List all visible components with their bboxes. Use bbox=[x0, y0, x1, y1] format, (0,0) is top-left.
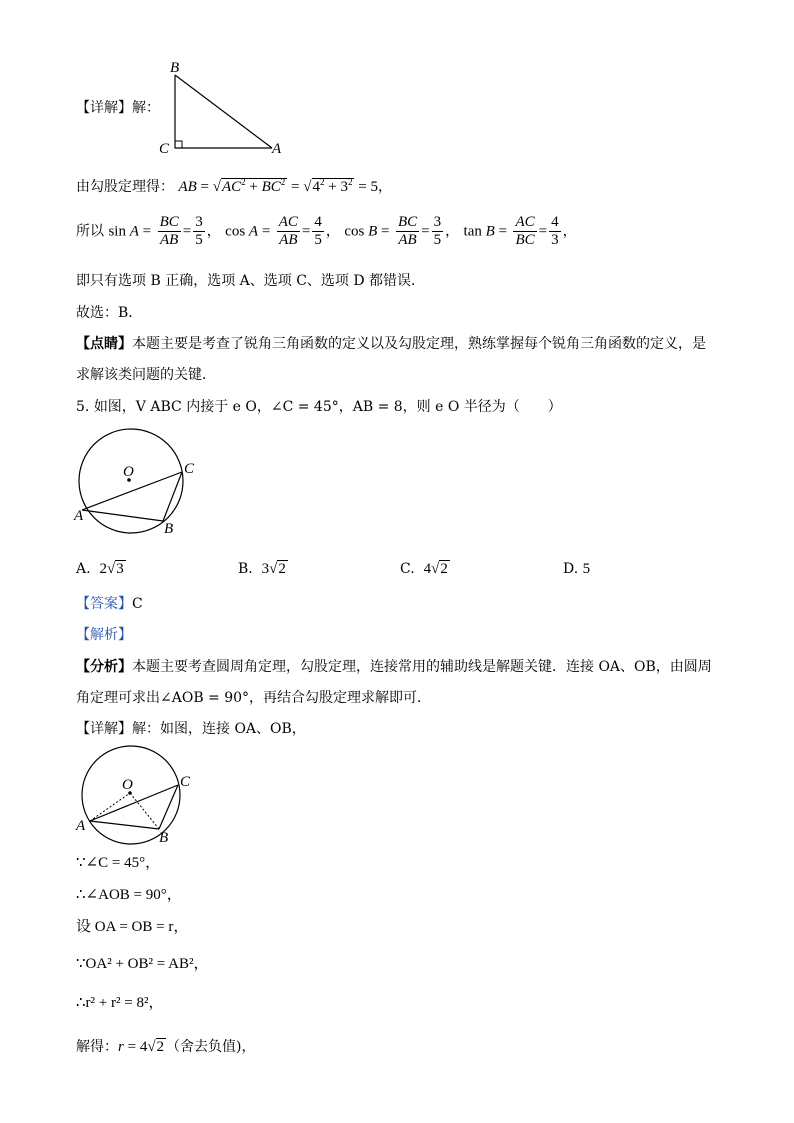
label-b: B bbox=[164, 521, 174, 537]
answer-line: 【答案】C bbox=[76, 596, 143, 612]
correct-option-line: 即只有选项 B 正确，选项 A、选项 C、选项 D 都错误． bbox=[76, 273, 426, 289]
step-2: ∴∠AOB = 90°， bbox=[76, 887, 182, 903]
comment-line-1: 【点睛】本题主要是考查了锐角三角函数的定义以及勾股定理，熟练掌握每个锐角三角函数的定义，是 bbox=[76, 336, 706, 352]
option-a[interactable]: A. 2√3 bbox=[76, 561, 124, 577]
step-1: ∵∠C = 45°， bbox=[76, 855, 161, 871]
option-c[interactable]: C. 4√2 bbox=[400, 561, 448, 577]
detail-label-1: 【详解】解： bbox=[76, 100, 160, 116]
choose-line: 故选：B． bbox=[76, 305, 143, 321]
label-b: B bbox=[170, 60, 180, 76]
step-3: 设 OA = OB = r， bbox=[76, 919, 189, 935]
right-angle-mark bbox=[175, 141, 182, 148]
option-b[interactable]: B. 3√2 bbox=[238, 561, 286, 577]
label-c: C bbox=[159, 141, 170, 157]
option-d[interactable]: D. 5 bbox=[563, 561, 591, 577]
analysis-line-1: 【分析】本题主要考查圆周角定理，勾股定理，连接常用的辅助线是解题关键．连接 OA、OB，由圆周 bbox=[76, 659, 712, 675]
pythag-line: 由勾股定理得： AB = $√AC^2 + BC^2 = √4^2 + 3^2 = 5$， bbox=[76, 177, 392, 195]
label-o: O bbox=[122, 777, 133, 793]
label-o: O bbox=[123, 464, 134, 480]
comment-line-2: 求解该类问题的关键． bbox=[76, 367, 216, 383]
question-5: 5. 如图，V ABC 内接于 e O，∠C = 45°，AB = 8，则 e O 半径为（ ） bbox=[76, 399, 562, 415]
circle-figure-2 bbox=[70, 745, 210, 850]
label-c: C bbox=[180, 774, 191, 790]
chord-bc bbox=[163, 472, 182, 521]
circle-o bbox=[79, 429, 183, 533]
circle-figure-1 bbox=[70, 425, 210, 540]
label-c: C bbox=[184, 461, 195, 477]
label-b: B bbox=[159, 830, 169, 846]
ratios-line: 所以 sin A = $\frac{BC}{AB}$ = $\frac{3}{5}$ ， cos A = $\frac{AC}{AB}$ = $\frac{4}{5}$ ， cos B = $\frac{BC}{AB}$ = $\frac{3}{5}$ ， tan B = $\frac{AC}{BC}$ = $\frac{4}{3}$ ， bbox=[76, 214, 577, 248]
detail-line-2: 【详解】解：如图，连接 OA、OB， bbox=[76, 721, 306, 737]
solve-line: 解得：r = 4√2 （舍去负值)， bbox=[76, 1039, 256, 1055]
chord-ab bbox=[90, 821, 159, 829]
analysis-line-2: 角定理可求出∠AOB = 90°，再结合勾股定理求解即可． bbox=[76, 690, 432, 706]
chord-ab bbox=[82, 510, 163, 521]
analysis-label: 【解析】 bbox=[76, 627, 132, 643]
step-5: ∴r² + r² = 8²， bbox=[76, 995, 164, 1011]
label-a: A bbox=[272, 141, 282, 157]
label-a: A bbox=[76, 818, 86, 834]
step-4: ∵OA² + OB² = AB²， bbox=[76, 956, 209, 972]
right-triangle-figure bbox=[150, 55, 300, 160]
label-a: A bbox=[74, 508, 84, 524]
side-ab bbox=[175, 75, 272, 148]
